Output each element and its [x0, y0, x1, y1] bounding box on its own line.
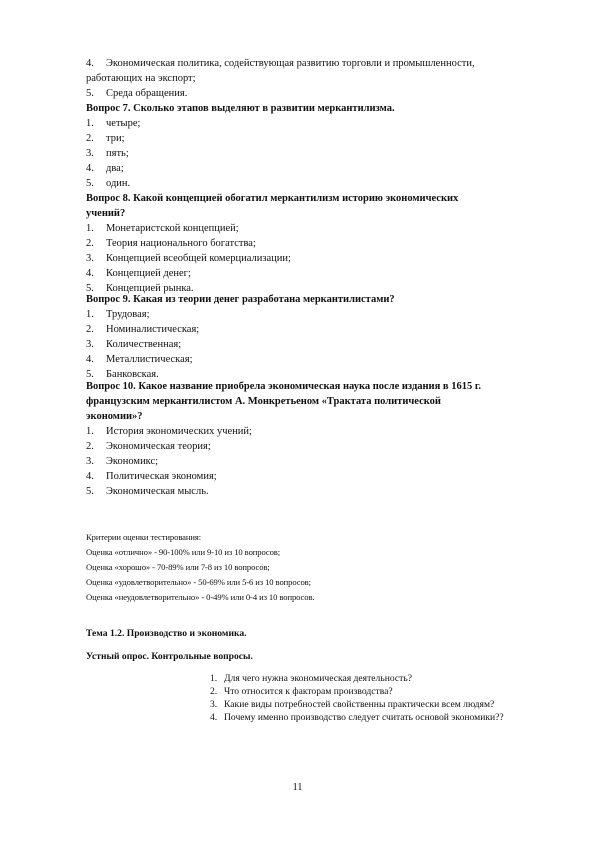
answer-option: 2. Экономическая теория;	[86, 441, 211, 452]
answer-option: 3. Концепцией всеобщей комерциализации;	[86, 253, 291, 264]
list-item-continuation: работающих на экспорт;	[86, 73, 196, 84]
list-item: 2. Что относится к факторам производства?	[210, 686, 393, 697]
answer-option: 3. Экономикс;	[86, 456, 159, 467]
answer-option: 1. Трудовая;	[86, 309, 150, 320]
answer-option: 5. один.	[86, 178, 131, 189]
answer-option: 4. два;	[86, 163, 124, 174]
list-item: 4. Экономическая политика, содействующая развитию торговли и промышленности,	[86, 58, 475, 69]
question-title-continuation: французским меркантилистом А. Монкретьеном «Трактата политической	[86, 396, 441, 407]
question-title-continuation: учений?	[86, 208, 126, 219]
answer-option: 3. пять;	[86, 148, 129, 159]
answer-option: 2. три;	[86, 133, 125, 144]
question-title-continuation: экономии»?	[86, 411, 143, 422]
answer-option: 4. Концепцией денег;	[86, 268, 191, 279]
topic-title: Тема 1.2. Производство и экономика.	[86, 628, 247, 639]
answer-option: 5. Банковская.	[86, 369, 159, 380]
question-title: Вопрос 8. Какой концепцией обогатил меркантилизм историю экономических	[86, 193, 459, 204]
answer-option: 4. Политическая экономия;	[86, 471, 217, 482]
criteria-line: Оценка «хорошо» - 70-89% или 7-8 из 10 вопросов;	[86, 562, 270, 572]
criteria-line: Оценка «неудовлетворительно» - 0-49% или 0-4 из 10 вопросов.	[86, 592, 315, 602]
list-item: 4. Почему именно производство следует считать основой экономики??	[210, 712, 504, 723]
list-item: 1. Для чего нужна экономическая деятельность?	[210, 673, 412, 684]
answer-option: 2. Теория национального богатства;	[86, 238, 256, 249]
answer-option: 5. Концепцией рынка.	[86, 283, 194, 294]
question-title: Вопрос 7. Сколько этапов выделяют в развитии меркантилизма.	[86, 103, 395, 114]
answer-option: 1. История экономических учений;	[86, 426, 252, 437]
intro-block	[86, 56, 526, 101]
question-8	[86, 191, 526, 296]
question-title: Вопрос 9. Какая из теории денег разработана меркантилистами?	[86, 294, 395, 305]
list-item: 5. Среда обращения.	[86, 88, 188, 99]
criteria-title: Критерии оценки тестирования:	[86, 532, 202, 542]
oral-questions-list	[210, 672, 510, 724]
answer-option: 3. Количественная;	[86, 339, 182, 350]
criteria-line: Оценка «удовлетворительно» - 50-69% или 5-6 из 10 вопросов;	[86, 577, 311, 587]
question-7	[86, 101, 526, 191]
answer-option: 4. Металлистическая;	[86, 354, 193, 365]
answer-option: 1. Монетаристской концепцией;	[86, 223, 239, 234]
criteria-line: Оценка «отлично» - 90-100% или 9-10 из 10 вопросов;	[86, 547, 281, 557]
question-10	[86, 379, 526, 499]
topic-subtitle: Устный опрос. Контрольные вопросы.	[86, 651, 253, 662]
answer-option: 1. четыре;	[86, 118, 141, 129]
question-9	[86, 292, 526, 382]
answer-option: 2. Номиналистическая;	[86, 324, 200, 335]
question-title: Вопрос 10. Какое название приобрела экономическая наука после издания в 1615 г.	[86, 381, 482, 392]
list-item: 3. Какие виды потребностей свойственны практически всем людям?	[210, 699, 495, 710]
answer-option: 5. Экономическая мысль.	[86, 486, 209, 497]
grading-criteria	[86, 530, 526, 605]
page-number: 11	[292, 782, 303, 793]
